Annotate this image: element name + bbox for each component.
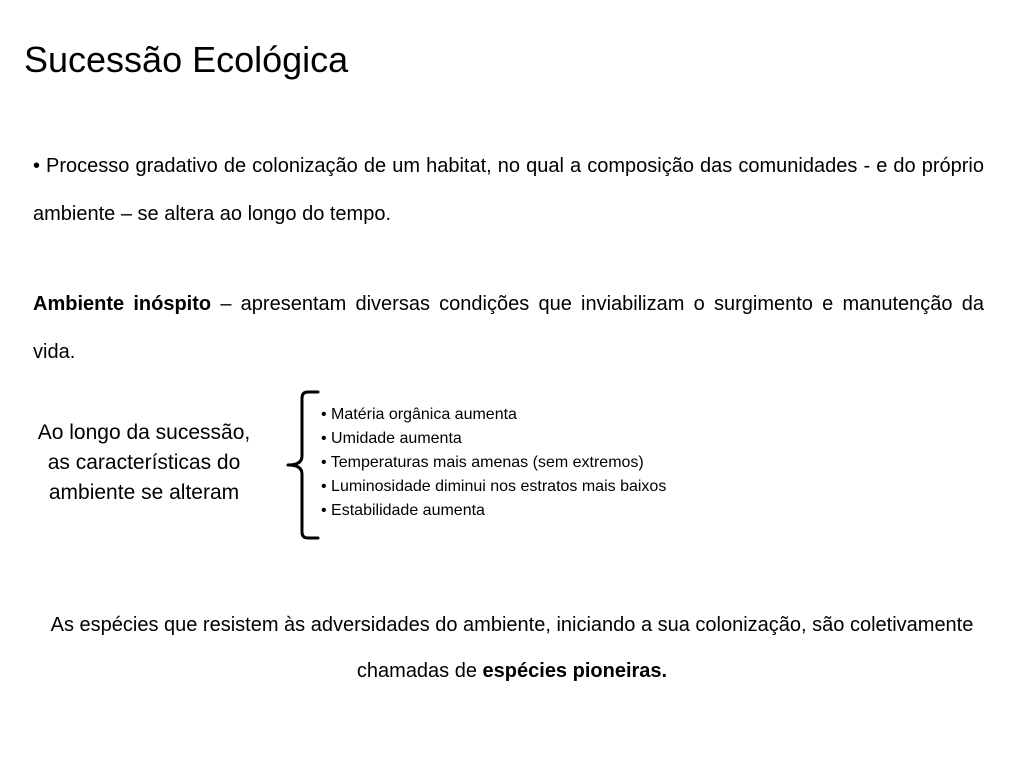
list-item: • Matéria orgânica aumenta bbox=[321, 406, 517, 423]
list-item: • Estabilidade aumenta bbox=[321, 502, 485, 519]
changes-list bbox=[321, 403, 666, 523]
inhospitable-paragraph bbox=[33, 280, 984, 376]
definition-text: Processo gradativo de colonização de um habitat, no qual a composição das comunidades - e do próprio ambiente – se altera ao longo do tempo. bbox=[33, 155, 984, 225]
changes-caption-line-3: ambiente se alteram bbox=[48, 481, 240, 504]
definition-paragraph bbox=[33, 142, 984, 238]
list-item: • Umidade aumenta bbox=[321, 430, 462, 447]
inhospitable-text: – apresentam diversas condições que inviabilizam o surgimento e manutenção da vida. bbox=[33, 293, 984, 363]
list-item: • Temperaturas mais amenas (sem extremos) bbox=[321, 454, 644, 471]
pioneer-species-term: espécies pioneiras. bbox=[482, 660, 668, 682]
pioneer-species-paragraph bbox=[40, 602, 984, 694]
list-item: • Luminosidade diminui nos estratos mais baixos bbox=[321, 478, 667, 495]
slide-title: Sucessão Ecológica bbox=[24, 39, 349, 80]
changes-caption bbox=[8, 418, 280, 508]
changes-caption-line-2: as características do bbox=[47, 451, 241, 474]
inhospitable-term: Ambiente inóspito bbox=[33, 293, 212, 315]
changes-caption-line-1: Ao longo da sucessão, bbox=[37, 421, 251, 444]
pioneer-species-text: As espécies que resistem às adversidades do ambiente, iniciando a sua colonização, são coletivamente chamadas de bbox=[50, 614, 974, 682]
curly-brace-icon bbox=[284, 390, 320, 540]
bullet-marker: • bbox=[33, 155, 41, 177]
